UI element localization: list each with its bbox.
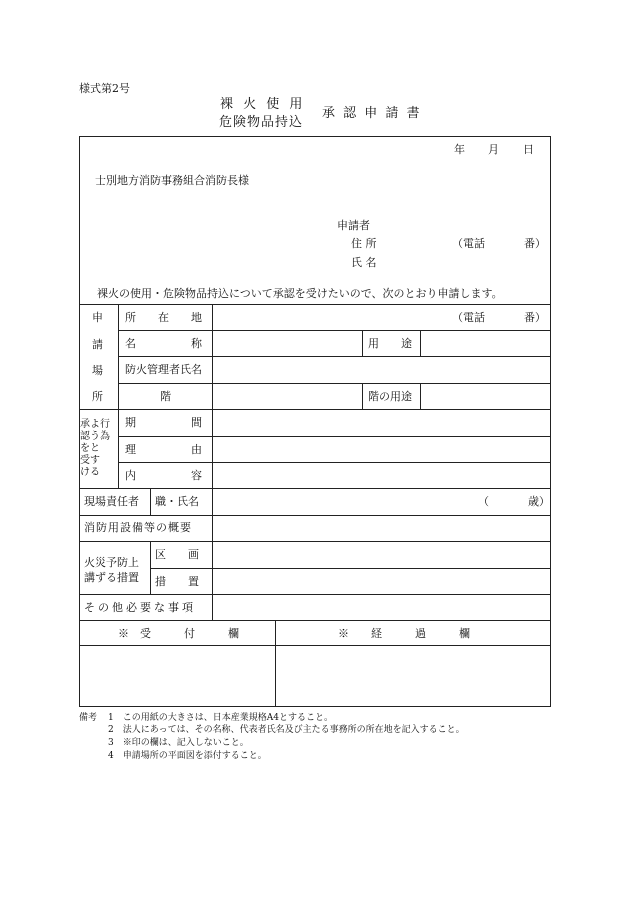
applicant-address-label: 住 所 xyxy=(351,237,377,250)
note-item-3: 3 ※印の欄は、記入しないこと。 xyxy=(108,738,249,748)
addressee: 士別地方消防事務組合消防長様 xyxy=(95,174,249,187)
notes-label: 備考 xyxy=(79,713,98,723)
date-day: 日 xyxy=(523,143,534,156)
fire-manager-label: 防火管理者氏名 xyxy=(125,363,202,376)
approval-label-line-2: 認う為 xyxy=(80,431,110,442)
receipt-label: ※ 受 付 欄 xyxy=(118,627,239,640)
approval-label-line-3: をと xyxy=(80,443,100,454)
period-label: 期 間 xyxy=(125,416,202,429)
title-line2: 危険物品持込 xyxy=(219,115,304,130)
title-suffix: 承 認 申 請 書 xyxy=(322,106,422,121)
date-month: 月 xyxy=(488,143,499,156)
zone-label: 区 画 xyxy=(155,548,199,561)
location-name-label: 名 称 xyxy=(125,337,202,350)
fire-prevention-label-1: 火災予防上 xyxy=(84,556,139,569)
site-manager-label: 現場責任者 xyxy=(84,495,139,508)
date-year: 年 xyxy=(454,143,465,156)
note-item-4: 4 申請場所の平面図を添付すること。 xyxy=(108,751,267,761)
applicant-phone-suffix: 番） xyxy=(524,237,546,250)
location-label-char-1: 申 xyxy=(92,311,103,324)
other-label: その他必要な事項 xyxy=(84,601,196,614)
measure-label: 措 置 xyxy=(155,575,199,588)
age-open: （ xyxy=(478,495,489,508)
location-use-label: 用 途 xyxy=(368,337,412,350)
applicant-name-label: 氏 名 xyxy=(351,256,377,269)
reason-label: 理 由 xyxy=(125,443,202,456)
location-label-char-4: 所 xyxy=(92,390,103,403)
applicant-phone-label: （電話 xyxy=(452,237,485,250)
title-name-label: 職・氏名 xyxy=(155,495,199,508)
approval-label-line-1: 承よ行 xyxy=(80,419,110,430)
approval-label-line-5: ける xyxy=(80,467,100,478)
location-label-char-2: 請 xyxy=(92,338,103,351)
applicant-label: 申請者 xyxy=(337,219,370,232)
location-phone-suffix: 番） xyxy=(524,311,546,324)
age-close: 歳） xyxy=(528,495,550,508)
floor-use-label: 階の用途 xyxy=(368,390,412,403)
note-item-1: 1 この用紙の大きさは、日本産業規格A4とすること。 xyxy=(108,713,333,723)
form-number: 様式第2号 xyxy=(79,82,130,95)
approval-label-line-4: 受す xyxy=(80,455,100,466)
progress-label: ※ 経 過 欄 xyxy=(338,627,470,640)
note-item-2: 2 法人にあっては、その名称、代表者氏名及び主たる事務所の所在地を記入すること。 xyxy=(108,725,465,735)
statement: 裸火の使用・危険物品持込について承認を受けたいので、次のとおり申請します。 xyxy=(97,287,503,300)
fire-prevention-label-2: 講ずる措置 xyxy=(84,571,139,584)
location-label-char-3: 場 xyxy=(92,364,103,377)
equipment-label: 消防用設備等の概要 xyxy=(84,521,192,534)
location-address-label: 所 在 地 xyxy=(125,311,202,324)
location-phone-label: （電話 xyxy=(452,311,485,324)
title-line1: 裸 火 使 用 xyxy=(220,97,306,112)
floor-label: 階 xyxy=(160,390,171,403)
content-label: 内 容 xyxy=(125,469,202,482)
